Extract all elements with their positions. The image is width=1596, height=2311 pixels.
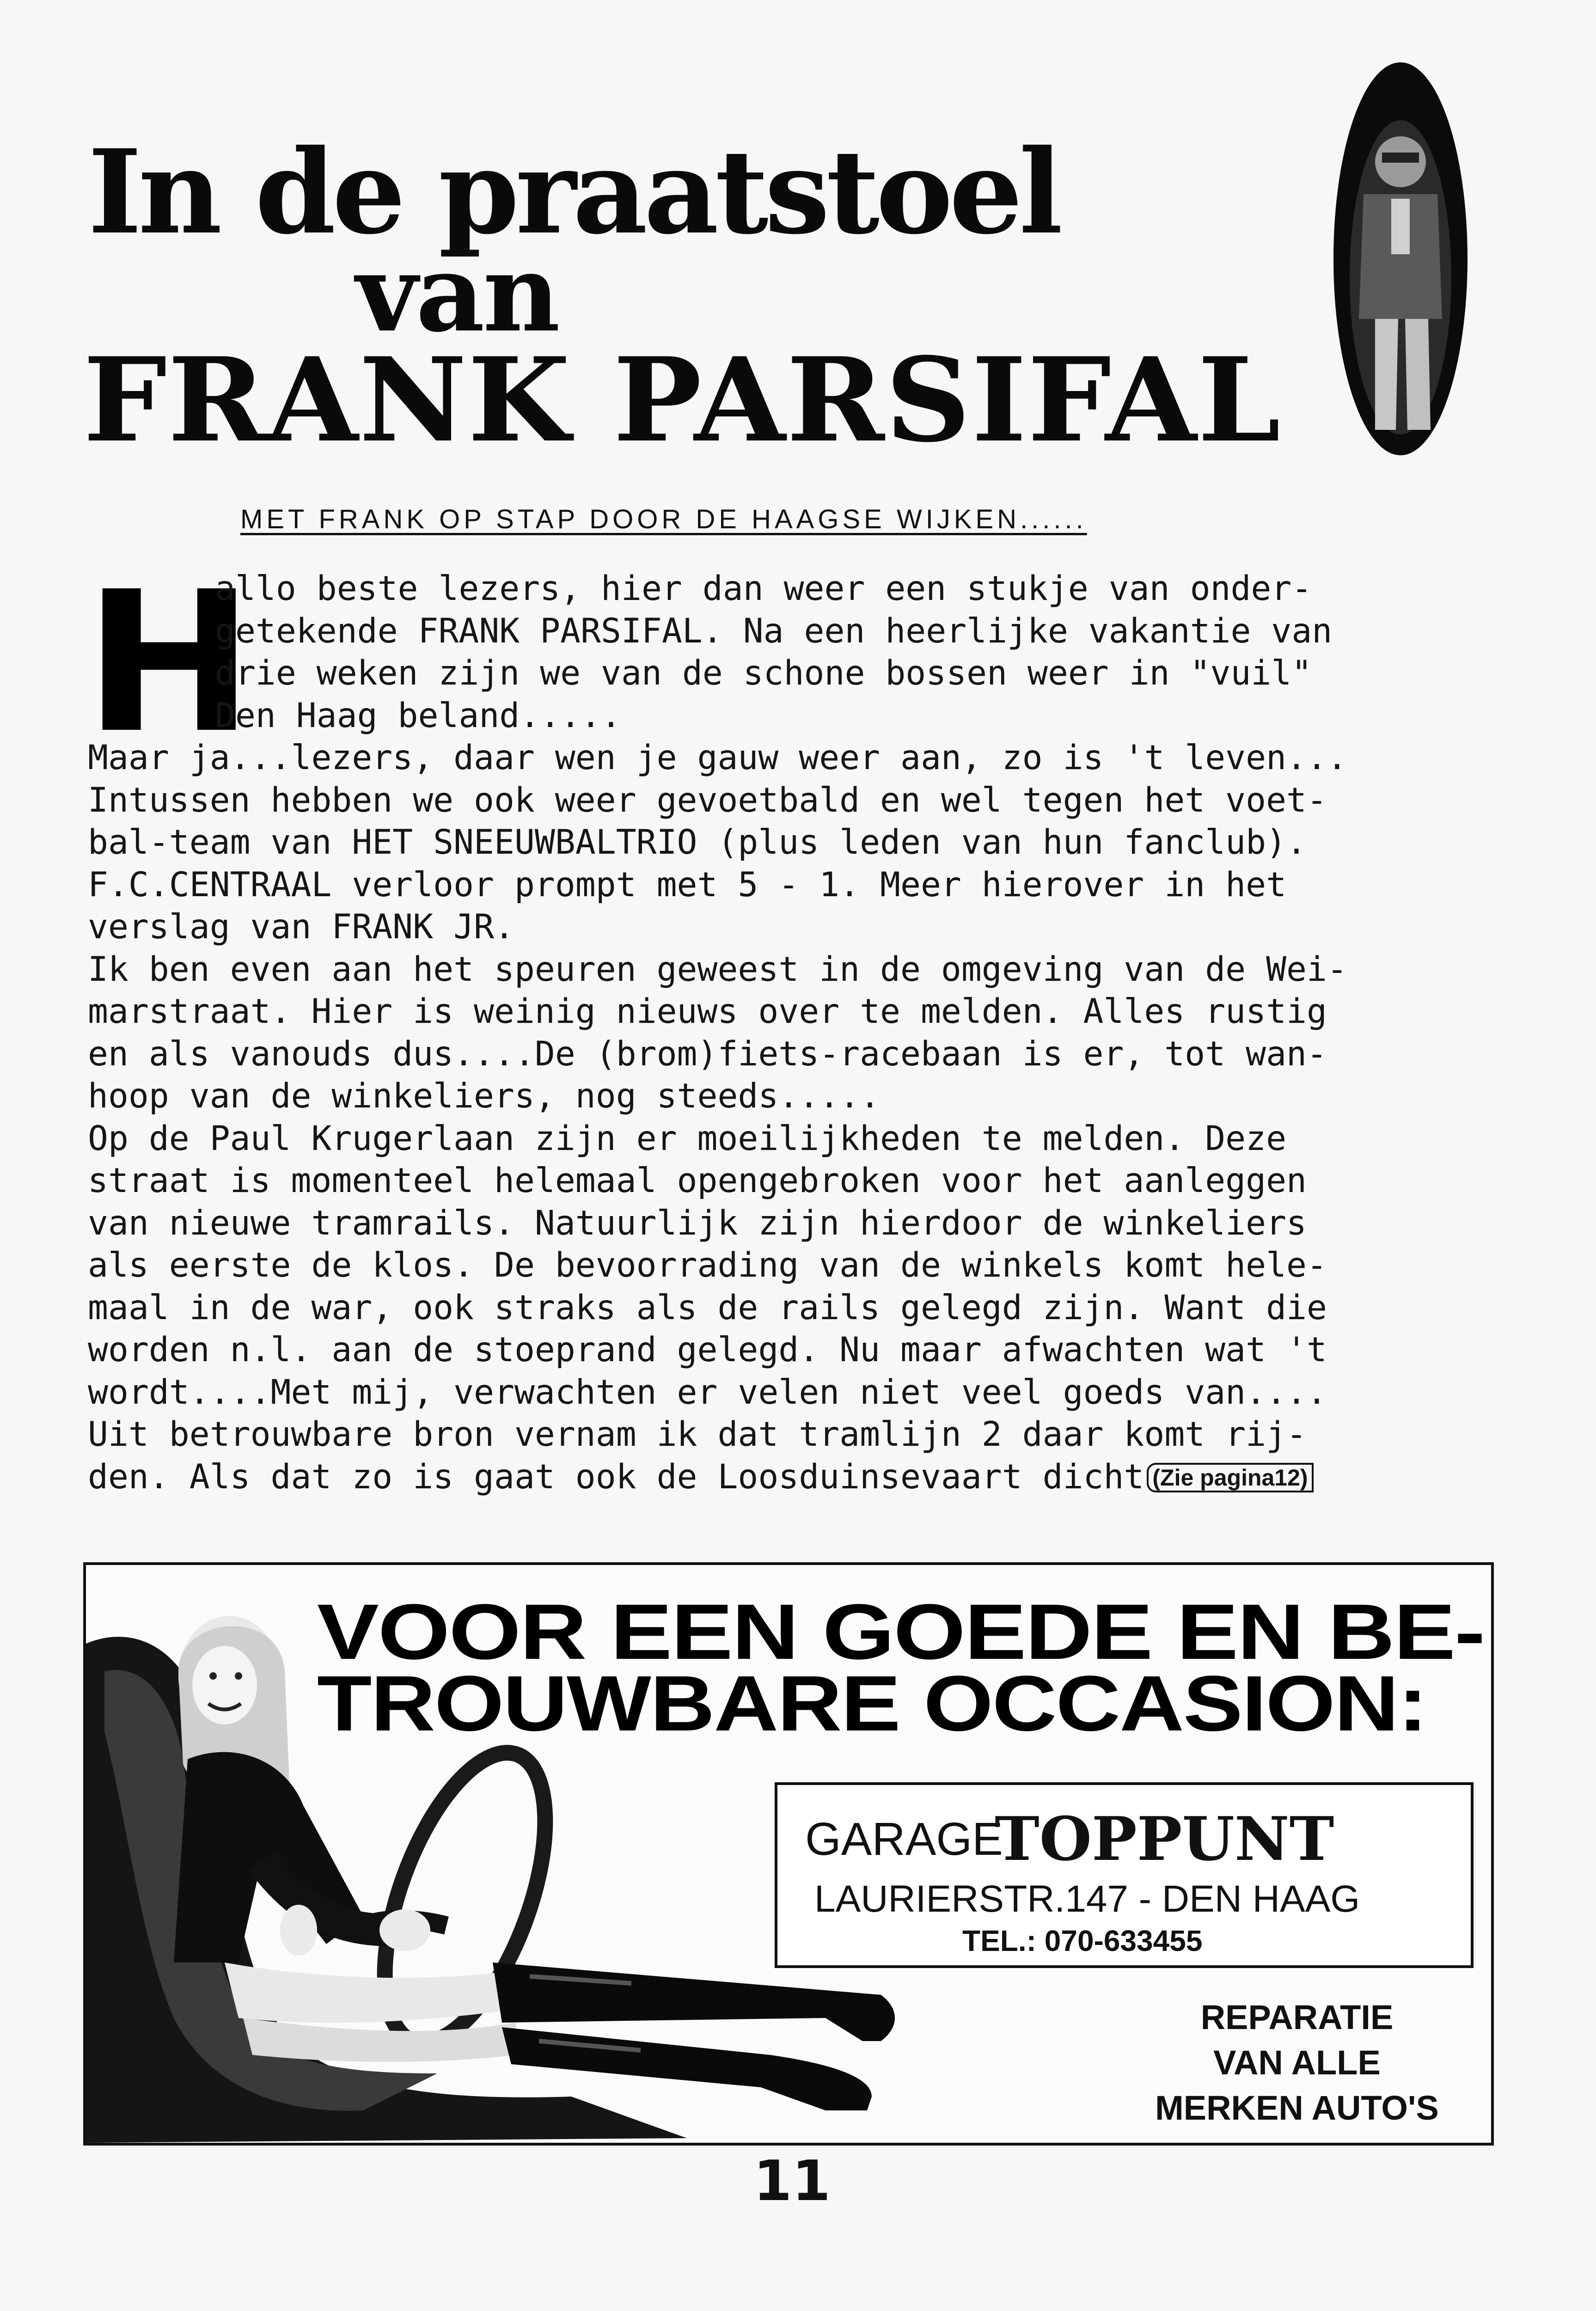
- headline-line-2: van: [356, 231, 558, 356]
- article-line: van nieuwe tramrails. Natuurlijk zijn hierdoor de winkeliers: [88, 1203, 1307, 1243]
- article-line: Maar ja...lezers, daar wen je gauw weer aan, zo is 't leven...: [88, 738, 1347, 777]
- article-line: straat is momenteel helemaal opengebroken voor het aanleggen: [88, 1161, 1307, 1200]
- article-line: Ik ben even aan het speuren geweest in de omgeving van de Wei-: [88, 949, 1347, 989]
- ad-headline-line-1: VOOR EEN GOEDE EN BE-: [317, 1588, 1485, 1676]
- garage-label: GARAGE: [805, 1813, 1003, 1865]
- drop-cap: H: [84, 550, 255, 776]
- garage-advertisement: [83, 1562, 1494, 2146]
- headline-line-3: FRANK PARSIFAL: [83, 332, 1282, 468]
- article-line: wordt....Met mij, verwachten er velen niet veel goeds van....: [88, 1372, 1327, 1412]
- article-line: als eerste de klos. De bevoorrading van de winkels komt hele-: [88, 1246, 1327, 1285]
- article-line: drie weken zijn we van de schone bossen weer in "vuil": [215, 654, 1312, 693]
- article-line: worden n.l. aan de stoeprand gelegd. Nu maar afwachten wat 't: [88, 1330, 1327, 1369]
- article-line-text: den. Als dat zo is gaat ook de Loosduinsevaart dicht: [88, 1457, 1144, 1497]
- article-line: maal in de war, ook straks als de rails gelegd zijn. Want die: [88, 1288, 1327, 1327]
- garage-brand-name: TOPPUNT: [995, 1804, 1334, 1874]
- article-line-last: [88, 1456, 1484, 1498]
- article-line: Uit betrouwbare bron vernam ik dat tramlijn 2 daar komt rij-: [88, 1415, 1307, 1454]
- article-line: Op de Paul Krugerlaan zijn er moeilijkheden te melden. Deze: [88, 1119, 1287, 1158]
- ad-headline-line-2: TROUWBARE OCCASION:: [317, 1660, 1427, 1748]
- repair-line-2: VAN ALLE: [1213, 2043, 1381, 2082]
- page-number: 11: [753, 2149, 831, 2213]
- article-line: Intussen hebben we ook weer gevoetbald en wel tegen het voet-: [88, 780, 1327, 820]
- article-line: hoop van de winkeliers, nog steeds.....: [88, 1076, 881, 1116]
- article-line: allo beste lezers, hier dan weer een stukje van onder-: [215, 569, 1312, 608]
- article-line: marstraat. Hier is weinig nieuws over te melden. Alles rustig: [88, 992, 1327, 1031]
- continued-note: (Zie pagina12): [1147, 1463, 1313, 1492]
- article-line: bal-team van HET SNEEUWBALTRIO (plus leden van hun fanclub).: [88, 823, 1307, 862]
- article-body: [88, 568, 1484, 1498]
- article-subtitle: MET FRANK OP STAP DOOR DE HAAGSE WIJKEN......: [240, 504, 1087, 534]
- repair-line-3: MERKEN AUTO'S: [1155, 2089, 1439, 2127]
- repair-notice: [1121, 1995, 1473, 2131]
- article-line: getekende FRANK PARSIFAL. Na een heerlijke vakantie van: [215, 611, 1333, 651]
- garage-telephone: TEL.: 070-633455: [962, 1924, 1203, 1957]
- article-line: en als vanouds dus....De (brom)fiets-racebaan is er, tot wan-: [88, 1034, 1327, 1074]
- article-line: Den Haag beland.....: [215, 696, 621, 735]
- garage-info-box: [775, 1782, 1474, 1968]
- article-line: F.C.CENTRAAL verloor prompt met 5 - 1. Meer hierover in het: [88, 865, 1287, 905]
- headline-line-1: In de praatstoel: [88, 124, 1059, 260]
- author-portrait-photo: [1331, 60, 1470, 458]
- garage-address: LAURIERSTR.147 - DEN HAAG: [814, 1878, 1360, 1920]
- repair-line-1: REPARATIE: [1200, 1998, 1394, 2036]
- article-line: verslag van FRANK JR.: [88, 907, 514, 947]
